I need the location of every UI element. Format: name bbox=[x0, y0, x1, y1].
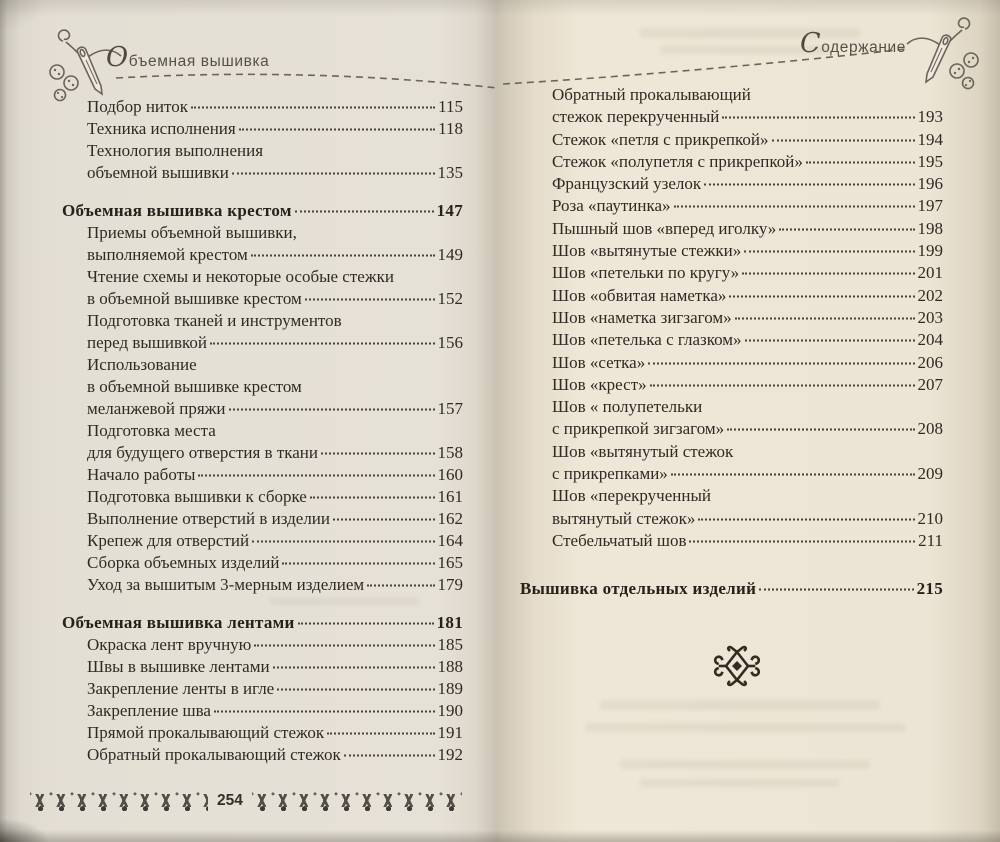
toc-entry-page: 147 bbox=[436, 201, 463, 220]
dot-leader bbox=[198, 475, 434, 477]
toc-entry bbox=[62, 200, 463, 222]
toc-entry bbox=[62, 354, 463, 376]
toc-entry-page: 188 bbox=[437, 657, 463, 676]
toc-entry bbox=[520, 329, 943, 351]
dot-leader bbox=[742, 273, 914, 275]
toc-entry-page: 161 bbox=[437, 487, 463, 506]
toc-entry-page: 204 bbox=[917, 330, 943, 350]
toc-entry-title: Роза «паутинка» bbox=[552, 196, 671, 216]
dot-leader bbox=[229, 409, 435, 411]
toc-entry-page: 211 bbox=[918, 530, 943, 550]
toc-entry bbox=[520, 218, 943, 240]
toc-entry-page: 194 bbox=[917, 129, 943, 149]
toc-entry-page: 196 bbox=[917, 174, 943, 194]
dot-leader bbox=[327, 733, 434, 735]
toc-entry-title: в объемной вышивке крестом bbox=[87, 377, 302, 396]
dot-leader bbox=[282, 563, 434, 565]
toc-entry-page: 191 bbox=[437, 723, 463, 742]
toc-entry-page: 195 bbox=[917, 151, 943, 171]
toc-entry bbox=[62, 244, 463, 266]
toc-entry-title: Крепеж для отверстий bbox=[87, 531, 250, 550]
toc-entry bbox=[62, 656, 463, 678]
toc-entry-page: 115 bbox=[438, 97, 463, 116]
toc-entry bbox=[520, 441, 943, 463]
toc-entry bbox=[520, 173, 943, 195]
toc-entry-page: 160 bbox=[437, 465, 463, 484]
toc-entry bbox=[520, 285, 943, 307]
toc-entry bbox=[520, 307, 943, 329]
toc-entry bbox=[520, 262, 943, 284]
toc-entry bbox=[520, 485, 943, 507]
toc-entry-title: Объемная вышивка лентами bbox=[62, 613, 295, 632]
toc-entry-title: Закрепление шва bbox=[87, 701, 211, 720]
toc-entry-title: Стежок «полупетля с прикрепкой» bbox=[552, 151, 803, 171]
toc-entry bbox=[62, 420, 463, 442]
dot-leader bbox=[779, 228, 914, 230]
dot-leader bbox=[252, 541, 434, 543]
toc-entry-page: 158 bbox=[437, 443, 463, 462]
bleed-through-text bbox=[640, 779, 840, 787]
dot-leader bbox=[689, 540, 915, 542]
bleed-through-text bbox=[600, 700, 880, 710]
toc-entry-title: объемной вышивки bbox=[87, 163, 229, 182]
toc-entry bbox=[62, 162, 463, 184]
dot-leader bbox=[735, 317, 915, 319]
toc-entry-page: 118 bbox=[438, 119, 463, 138]
dot-leader bbox=[277, 689, 434, 691]
dot-leader bbox=[650, 384, 915, 386]
toc-entry bbox=[520, 195, 943, 217]
left-page-header: Объемная вышивка bbox=[106, 42, 270, 73]
toc-entry-page: 197 bbox=[917, 196, 943, 216]
toc-entry-title: Подготовка тканей и инструментов bbox=[87, 311, 342, 330]
dot-leader bbox=[648, 362, 914, 364]
stitch-chain-left-icon bbox=[30, 792, 208, 811]
toc-entry bbox=[62, 486, 463, 508]
toc-entry bbox=[520, 129, 943, 151]
toc-entry-page: 202 bbox=[917, 285, 943, 305]
toc-entry bbox=[520, 374, 943, 396]
dot-leader bbox=[745, 340, 915, 342]
toc-entry-title: перед вышивкой bbox=[87, 333, 208, 352]
slavic-knot-ornament-icon bbox=[712, 644, 762, 688]
dot-leader bbox=[722, 117, 914, 119]
dot-leader bbox=[305, 299, 435, 301]
toc-entry-title: Подбор ниток bbox=[87, 97, 188, 116]
toc-entry-title: в объемной вышивке крестом bbox=[87, 289, 302, 308]
dot-leader bbox=[239, 129, 435, 131]
toc-entry bbox=[62, 96, 463, 118]
toc-entry-title: Шов «вытянутые стежки» bbox=[552, 241, 742, 261]
toc-entry-title: меланжевой пряжи bbox=[87, 399, 226, 418]
toc-entry-title: Приемы объемной вышивки, bbox=[87, 223, 297, 242]
toc-entry bbox=[62, 574, 463, 596]
dot-leader bbox=[759, 589, 913, 591]
toc-entry bbox=[520, 530, 943, 552]
toc-entry-title: Техника исполнения bbox=[87, 119, 236, 138]
toc-entry-title: Технология выполнения bbox=[87, 141, 264, 160]
toc-entry-page: 210 bbox=[917, 508, 943, 528]
toc-entry bbox=[62, 442, 463, 464]
toc-entry-page: 207 bbox=[917, 374, 943, 394]
toc-entry bbox=[62, 140, 463, 162]
toc-entry-title: Начало работы bbox=[87, 465, 196, 484]
toc-entry-title: Уход за вышитым 3-мерным изделием bbox=[87, 575, 365, 594]
toc-entry-page: 135 bbox=[437, 163, 463, 182]
toc-entry-page: 165 bbox=[437, 553, 463, 572]
right-page-header: Содержание bbox=[799, 28, 906, 59]
toc-entry-title: Пышный шов «вперед иголку» bbox=[552, 218, 777, 238]
toc-entry bbox=[62, 722, 463, 744]
left-toc bbox=[62, 96, 463, 766]
toc-entry-title: Подготовка места bbox=[87, 421, 216, 440]
toc-entry-title: Стебельчатый шов bbox=[552, 530, 687, 550]
toc-entry-page: 157 bbox=[437, 399, 463, 418]
toc-entry-title: Объемная вышивка крестом bbox=[62, 201, 292, 220]
toc-entry-title: вытянутый стежок» bbox=[552, 508, 696, 528]
toc-entry bbox=[62, 398, 463, 420]
toc-entry-title: Прямой прокалывающий стежок bbox=[87, 723, 325, 742]
toc-entry bbox=[62, 464, 463, 486]
toc-entry bbox=[62, 118, 463, 140]
toc-entry-title: Выполнение отверстий в изделии bbox=[87, 509, 331, 528]
toc-entry-page: 192 bbox=[437, 745, 463, 764]
toc-entry-page: 156 bbox=[437, 333, 463, 352]
toc-entry bbox=[520, 463, 943, 485]
toc-entry-title: Сборка объемных изделий bbox=[87, 553, 280, 572]
toc-entry-title: Закрепление ленты в игле bbox=[87, 679, 275, 698]
dot-leader bbox=[232, 173, 435, 175]
footer-border bbox=[30, 789, 462, 813]
toc-entry-title: Обратный прокалывающий bbox=[552, 85, 751, 104]
toc-entry bbox=[520, 418, 943, 440]
toc-entry bbox=[520, 578, 943, 600]
toc-entry-title: Шов «перекрученный bbox=[552, 486, 711, 506]
dot-leader bbox=[671, 474, 915, 476]
toc-entry-title: Шов «петельки по кругу» bbox=[552, 263, 740, 283]
dot-leader bbox=[698, 518, 914, 520]
dot-leader bbox=[772, 139, 915, 141]
toc-entry bbox=[62, 552, 463, 574]
toc-entry-page: 209 bbox=[917, 464, 943, 484]
toc-entry bbox=[62, 222, 463, 244]
toc-entry-title: Французский узелок bbox=[552, 174, 702, 194]
toc-entry-title: Чтение схемы и некоторые особые стежки bbox=[87, 267, 394, 286]
toc-entry-title: с прикрепкой зигзагом» bbox=[552, 419, 725, 439]
dot-leader bbox=[298, 623, 434, 625]
right-toc bbox=[520, 84, 943, 601]
toc-entry-title: Шов «наметка зигзагом» bbox=[552, 307, 732, 327]
toc-entry-page: 201 bbox=[917, 263, 943, 283]
toc-entry bbox=[62, 634, 463, 656]
toc-entry-page: 215 bbox=[916, 579, 943, 599]
dot-leader bbox=[321, 453, 435, 455]
dot-leader bbox=[333, 519, 434, 521]
toc-entry-title: Шов «вытянутый стежок bbox=[552, 441, 734, 461]
toc-entry bbox=[62, 310, 463, 332]
dot-leader bbox=[344, 755, 435, 757]
dot-leader bbox=[729, 295, 914, 297]
toc-entry bbox=[62, 612, 463, 634]
toc-entry-page: 208 bbox=[917, 419, 943, 439]
toc-entry-page: 181 bbox=[436, 613, 463, 632]
toc-entry bbox=[520, 396, 943, 418]
dot-leader bbox=[744, 251, 914, 253]
dot-leader bbox=[214, 711, 435, 713]
dot-leader bbox=[367, 585, 434, 587]
toc-entry bbox=[62, 508, 463, 530]
toc-entry-title: Шов «петелька с глазком» bbox=[552, 330, 742, 350]
toc-entry-title: Подготовка вышивки к сборке bbox=[87, 487, 307, 506]
toc-entry-page: 206 bbox=[917, 352, 943, 372]
dot-leader bbox=[806, 161, 915, 163]
toc-entry bbox=[520, 240, 943, 262]
toc-entry bbox=[62, 678, 463, 700]
toc-entry-page: 198 bbox=[917, 218, 943, 238]
bleed-through-text bbox=[585, 723, 905, 732]
toc-entry bbox=[62, 288, 463, 310]
dot-leader bbox=[310, 497, 435, 499]
stitch-chain-right-icon bbox=[252, 792, 462, 811]
toc-entry-title: стежок перекрученный bbox=[552, 107, 720, 127]
toc-entry-title: Окраска лент вручную bbox=[87, 635, 252, 654]
toc-entry bbox=[62, 530, 463, 552]
toc-entry-page: 179 bbox=[437, 575, 463, 594]
bleed-through-text bbox=[620, 760, 870, 769]
dot-leader bbox=[674, 206, 915, 208]
toc-entry bbox=[520, 508, 943, 530]
dot-leader bbox=[210, 343, 434, 345]
toc-entry-page: 203 bbox=[917, 307, 943, 327]
dot-leader bbox=[704, 184, 914, 186]
dot-leader bbox=[295, 211, 434, 213]
toc-entry bbox=[62, 376, 463, 398]
toc-entry-page: 190 bbox=[437, 701, 463, 720]
toc-entry-page: 185 bbox=[437, 635, 463, 654]
toc-entry bbox=[520, 352, 943, 374]
toc-entry bbox=[62, 700, 463, 722]
toc-entry-page: 193 bbox=[917, 107, 943, 127]
toc-entry-title: Стежок «петля с прикрепкой» bbox=[552, 129, 769, 149]
toc-entry-title: для будущего отверстия в ткани bbox=[87, 443, 318, 462]
toc-entry-title: выполняемой крестом bbox=[87, 245, 248, 264]
toc-entry-page: 162 bbox=[437, 509, 463, 528]
toc-entry-title: Швы в вышивке лентами bbox=[87, 657, 270, 676]
page-number: 254 bbox=[217, 792, 243, 809]
dot-leader bbox=[191, 107, 435, 109]
toc-entry bbox=[62, 744, 463, 766]
needle-and-buttons-icon bbox=[902, 8, 986, 92]
toc-entry-title: Шов « полупетельки bbox=[552, 397, 703, 417]
toc-entry bbox=[520, 84, 943, 106]
dot-leader bbox=[254, 645, 434, 647]
toc-entry-page: 164 bbox=[437, 531, 463, 550]
toc-entry-page: 149 bbox=[437, 245, 463, 264]
toc-entry-page: 189 bbox=[437, 679, 463, 698]
dot-leader bbox=[273, 667, 435, 669]
toc-entry bbox=[62, 266, 463, 288]
toc-entry-title: с прикрепками» bbox=[552, 464, 668, 484]
toc-entry bbox=[520, 151, 943, 173]
dot-leader bbox=[251, 255, 435, 257]
toc-entry-page: 152 bbox=[437, 289, 463, 308]
dot-leader bbox=[727, 429, 914, 431]
toc-entry-title: Шов «сетка» bbox=[552, 352, 646, 372]
toc-entry-title: Вышивка отдельных изделий bbox=[520, 579, 757, 599]
toc-entry-title: Шов «крест» bbox=[552, 374, 647, 394]
toc-entry-title: Обратный прокалывающий стежок bbox=[87, 745, 341, 764]
toc-entry-title: Использование bbox=[87, 355, 197, 374]
toc-entry-page: 199 bbox=[917, 241, 943, 261]
toc-entry bbox=[520, 106, 943, 128]
toc-entry bbox=[62, 332, 463, 354]
toc-entry-title: Шов «обвитая наметка» bbox=[552, 285, 727, 305]
